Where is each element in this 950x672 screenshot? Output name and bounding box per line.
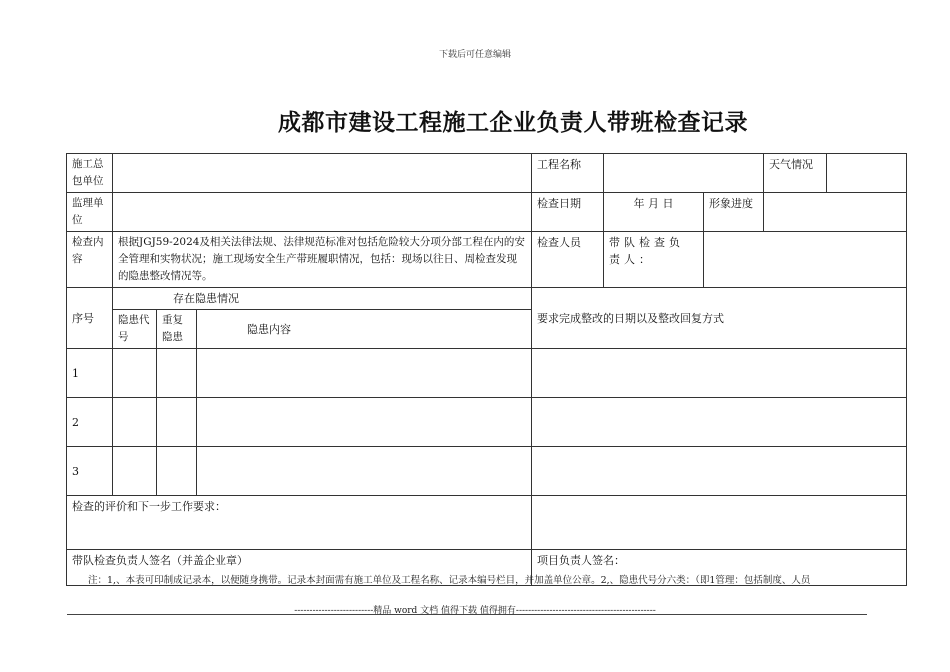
rectify-label: 要求完成整改的日期以及整改回复方式 <box>532 288 907 349</box>
rectify-cell[interactable] <box>532 349 907 398</box>
check-date-value[interactable]: 年 月 日 <box>604 193 704 232</box>
repeat-hazard-cell[interactable] <box>157 349 197 398</box>
table-row <box>67 398 907 447</box>
contractor-value[interactable] <box>113 154 532 193</box>
hazard-content-cell[interactable] <box>197 447 532 496</box>
hazard-code-label: 隐患代号 <box>113 310 157 349</box>
header-note: 下载后可任意编辑 <box>438 50 511 60</box>
table-row <box>67 447 907 496</box>
row-check-content <box>67 232 907 288</box>
row-supervisor <box>67 193 907 232</box>
project-name-value[interactable] <box>604 154 764 193</box>
progress-label: 形象进度 <box>704 193 764 232</box>
weather-label: 天气情况 <box>764 154 827 193</box>
footer-text: --------------------------精品 word 文档 值得下载 值得拥有---------------------------------------------- <box>294 606 656 616</box>
hazard-content-cell[interactable] <box>197 349 532 398</box>
check-content-label: 检查内容 <box>67 232 113 288</box>
seq-label: 序号 <box>67 288 113 349</box>
pm-sign-label: 项目负责人签名： <box>532 550 907 586</box>
repeat-hazard-label: 重复隐患 <box>157 310 197 349</box>
row-hazard-header-1 <box>67 288 907 310</box>
row-evaluation <box>67 496 907 550</box>
supervisor-value[interactable] <box>113 193 532 232</box>
repeat-hazard-cell[interactable] <box>157 398 197 447</box>
evaluation-label: 检查的评价和下一步工作要求： <box>67 496 532 550</box>
repeat-hazard-cell[interactable] <box>157 447 197 496</box>
contractor-label: 施工总包单位 <box>67 154 113 193</box>
check-content-text: 根据JGJ59-2024及相关法律法规、法律规范标准对包括危险较大分项分部工程在内的安全管理和实物状况；施工现场安全生产带班履职情况，包括：现场以往日、周检查发现的隐患整改情况等。 <box>113 232 532 288</box>
evaluation-value[interactable] <box>532 496 907 550</box>
progress-value[interactable] <box>764 193 907 232</box>
project-name-label: 工程名称 <box>532 154 604 193</box>
team-leader-value[interactable] <box>704 232 907 288</box>
hazards-label: 存在隐患情况 <box>113 288 532 310</box>
row-number: 1 <box>67 349 113 398</box>
hazard-code-cell[interactable] <box>113 398 157 447</box>
row-number: 3 <box>67 447 113 496</box>
footnote: 注：1,、本表可印制成记录本，以便随身携带。记录本封面需有施工单位及工程名称、记录本编号栏目，并加盖单位公章。2,、隐患代号分六类：（即1管理：包括制度、人员 <box>88 575 811 586</box>
supervisor-label: 监理单位 <box>67 193 113 232</box>
row-contractor <box>67 154 907 193</box>
hazard-content-label: 隐患内容 <box>197 310 532 349</box>
table-row <box>67 349 907 398</box>
check-date-label: 检查日期 <box>532 193 604 232</box>
rectify-cell[interactable] <box>532 447 907 496</box>
page-title: 成都市建设工程施工企业负责人带班检查记录 <box>278 109 748 136</box>
inspector-label: 检查人员 <box>532 232 604 288</box>
leader-sign-label: 带队检查负责人签名（并盖企业章） <box>67 550 532 586</box>
inspection-record-table <box>66 153 907 586</box>
hazard-code-cell[interactable] <box>113 349 157 398</box>
hazard-code-cell[interactable] <box>113 447 157 496</box>
footer-divider <box>67 614 867 615</box>
hazard-content-cell[interactable] <box>197 398 532 447</box>
weather-value[interactable] <box>827 154 907 193</box>
row-number: 2 <box>67 398 113 447</box>
rectify-cell[interactable] <box>532 398 907 447</box>
team-leader-label: 带队检查负责人： <box>604 232 704 288</box>
